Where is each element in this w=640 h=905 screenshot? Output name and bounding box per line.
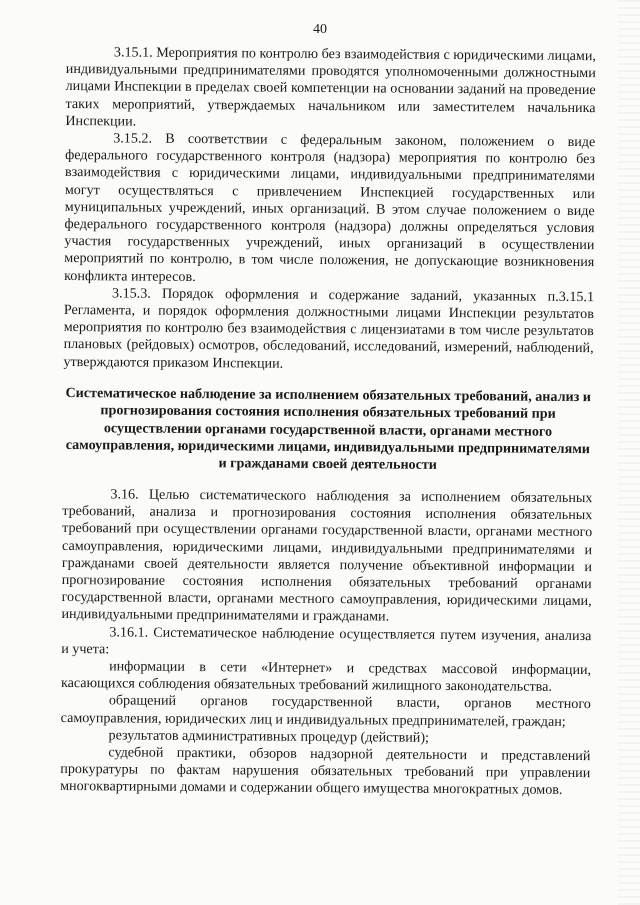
paragraph-3-15-3: 3.15.3. Порядок оформления и содержание заданий, указанных п.3.15.1 Регламента, и порядок оформления должностными лицами Инспекции результатов мероприятия по контролю без взаимодействия с лицензиатами в том числе результатов плановых (рейдовых) осмотров, обследований, исследований, измерений, наблюдений, утверждаются приказом Инспекции. (63, 285, 595, 372)
page-number: 40 (313, 22, 327, 37)
paragraph-3-15-2: 3.15.2. В соответствии с федеральным законом, положением о виде федерального государственного контроля (надзора) мероприятия по контролю без взаимодействия с юридическими лицами, индивидуальными предпринимателями могут осуществляться с привлечением Инспекцией государственных или муниципальных учреждений, иных организаций. В этом случае положением о виде федерального государственного контроля (надзора) должны определяться условия участия государственных учреждений, иных организаций в осуществлении мероприятий по контролю, в том числе положения, не допускающие возникновения конфликта интересов. (64, 130, 596, 285)
list-item-appeals: обращений органов государственной власти, органов местного самоуправления, юридических лиц и индивидуальных предпринимателей, граждан; (60, 692, 591, 730)
document-body (60, 44, 596, 800)
paragraph-3-16-1: 3.16.1. Систематическое наблюдение осуществляется путем изучения, анализа и учета: (61, 623, 592, 658)
list-item-internet: информации в сети «Интернет» и средствах массовой информации, касающихся соблюдения обязательных требований жилищного законодательства. (60, 658, 592, 695)
list-item-court-practice: судебной практики, обзоров надзорной деятельности и представлений прокуратуры по фактам нарушения обязательных требований при управлении многоквартирными домами и содержании общего имущества многократных домов. (60, 744, 591, 799)
scan-edge-artifact (618, 0, 640, 905)
paragraph-3-15-1: 3.15.1. Мероприятия по контролю без взаимодействия с юридическими лицами, индивидуальными предпринимателями проводятся уполномоченными должностными лицами Инспекции в пределах своей компетенции на основании заданий на проведение таких мероприятий, утверждаемых начальником или заместителем начальника Инспекции. (65, 44, 596, 130)
section-heading: Систематическое наблюдение за исполнением обязательных требований, анализ и прогнозирования состояния исполнения обязательных требований при осуществлении органами государственной власти, органами местного самоуправления, юридическими лицами, индивидуальными предпринимателями и гражданами своей деятельности (65, 384, 592, 474)
paragraph-3-16: 3.16. Целью систематического наблюдения за исполнением обязательных требований, анализа и прогнозирования состояния исполнения обязательных требований при осуществлении органами государственной власти, органами местного самоуправления, юридическими лицами, индивидуальными предпринимателями и гражданами своей деятельности является получение объективной информации и прогнозирование состояния исполнения обязательных требований органами государственной власти, органами местного самоуправления, юридическими лицами, индивидуальными предпринимателями и гражданами. (61, 486, 593, 625)
list-item-admin-results: результатов административных процедур (действий); (108, 727, 430, 746)
